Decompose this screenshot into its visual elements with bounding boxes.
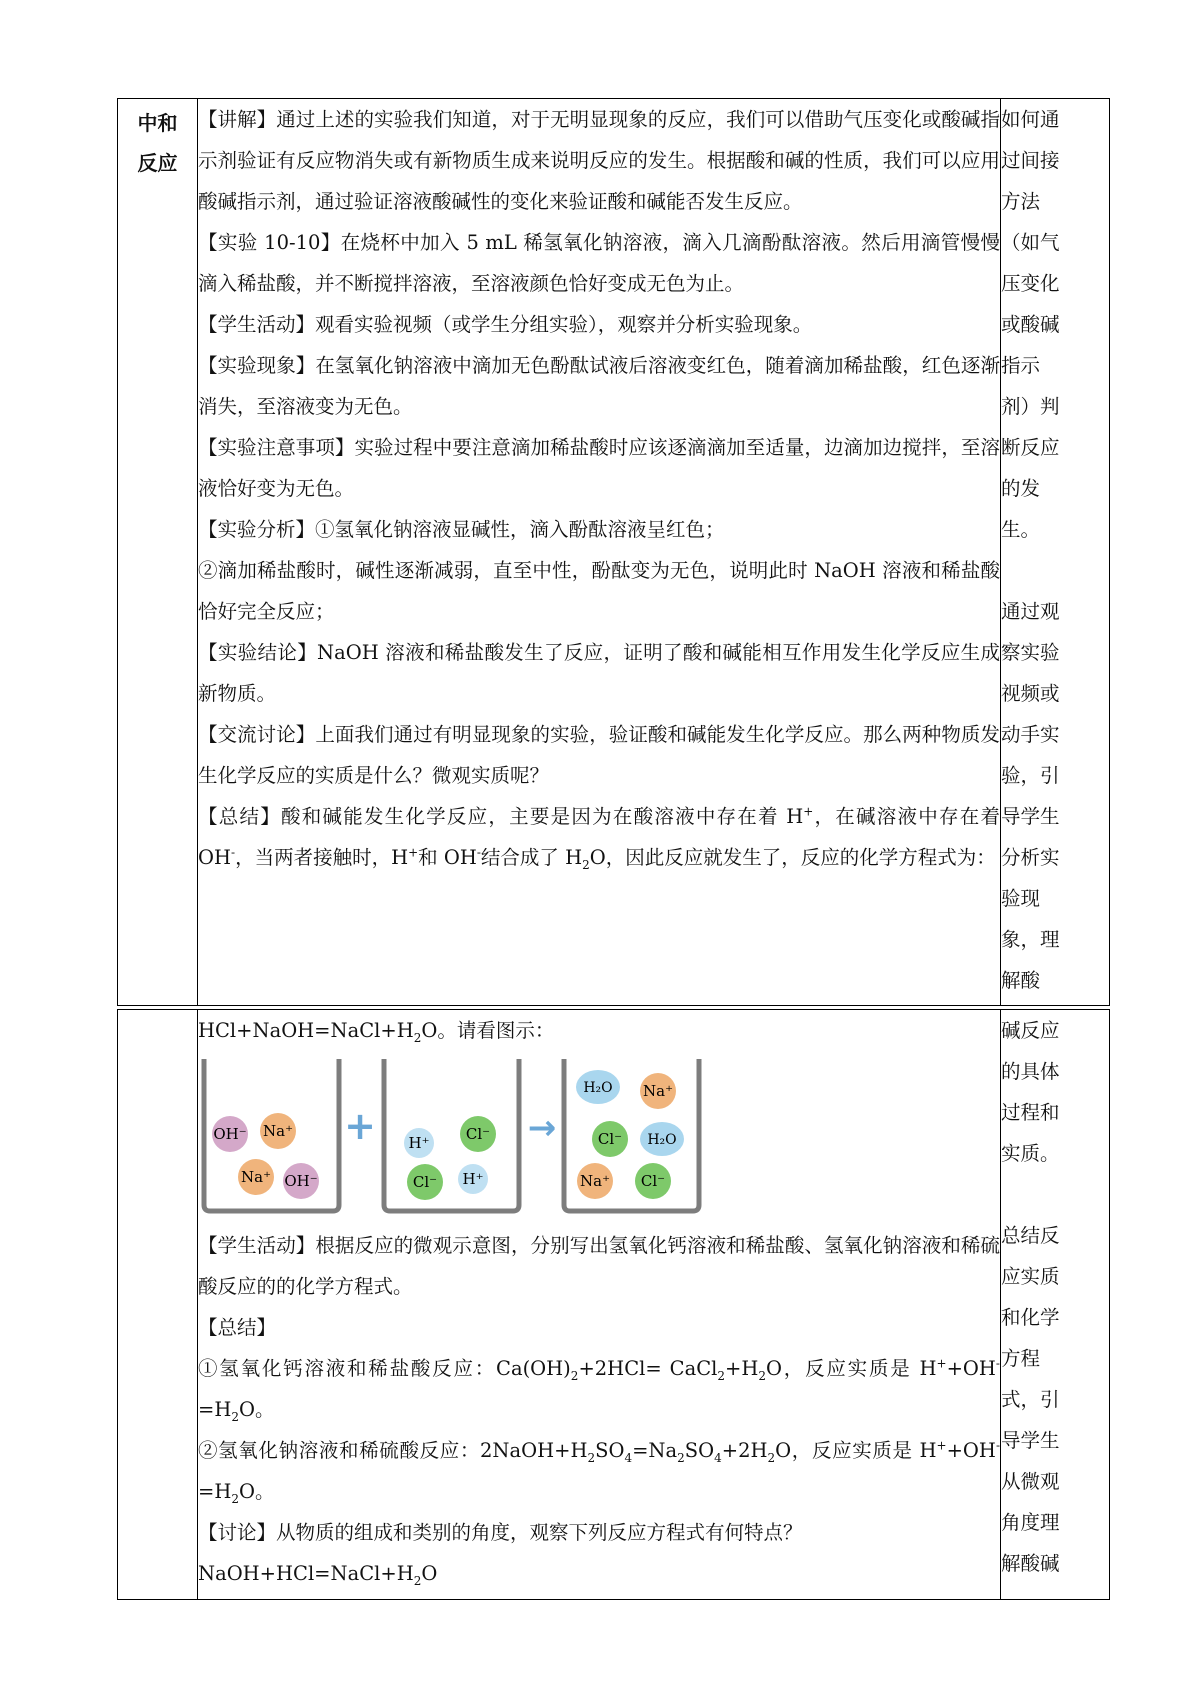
summary-item-2: ②氢氧化钠溶液和稀硫酸反应：$2NaOH+H_2SO_4=Na_2SO_4+2H_2O$，反应实质是 $H^++OH^-=H_2O$。 [198,1438,1000,1506]
conclusion-paragraph: 【实验结论】NaOH 溶液和稀盐酸发生了反应，证明了酸和碱能相互作用发生化学反应生成新物质。 [198,641,1000,705]
neutralization-diagram [198,1057,718,1217]
discussion-paragraph: 【交流讨论】上面我们通过有明显现象的实验，验证酸和碱能发生化学反应。那么两种物质发生化学反应的实质是什么？微观实质呢？ [198,723,1000,787]
equation-intro: $HCl+NaOH=NaCl+H_2O$。请看图示： [198,1019,555,1045]
notes-group-d: 总结反 应实质 和化学 方程 式，引 导学生 从微观 角度理 解酸碱 [1001,1224,1060,1575]
molecule-water [640,1122,684,1156]
svg-text:H⁺: H⁺ [462,1170,484,1188]
topic-line-1: 中和 [137,111,178,135]
svg-text:H₂O: H₂O [583,1080,613,1096]
ion-chloride [592,1121,628,1157]
molecule-water [576,1070,620,1104]
ion-hydroxide [212,1116,248,1152]
ion-hydroxide [283,1163,319,1199]
beaker-2 [384,1059,519,1211]
ion-chloride [635,1163,671,1199]
topic-line-2: 反应 [137,151,178,175]
ion-chloride [407,1164,443,1200]
svg-text:Cl⁻: Cl⁻ [465,1125,491,1143]
svg-text:Cl⁻: Cl⁻ [597,1130,623,1148]
phenomenon-paragraph: 【实验现象】在氢氧化钠溶液中滴加无色酚酞试液后溶液变红色，随着滴加稀盐酸，红色逐渐消失，至溶液变为无色。 [198,354,1000,418]
svg-text:Cl⁻: Cl⁻ [640,1172,666,1190]
svg-text:H⁺: H⁺ [408,1134,430,1152]
activity-paragraph: 【学生活动】根据反应的微观示意图，分别写出氢氧化钙溶液和稀盐酸、氢氧化钠溶液和稀硫酸反应的的化学方程式。 [198,1234,1000,1298]
summary-item-1: ①氢氧化钙溶液和稀盐酸反应：$Ca(OH)_2+2HCl=$ $CaCl_2+H_2O$，反应实质是 $H^++OH^-=H_2O$。 [198,1356,1000,1424]
student-activity-paragraph: 【学生活动】观看实验视频（或学生分组实验），观察并分析实验现象。 [198,313,813,336]
svg-text:Na⁺: Na⁺ [241,1168,271,1186]
svg-text:OH⁻: OH⁻ [284,1172,318,1190]
svg-text:Na⁺: Na⁺ [580,1172,610,1190]
analysis-paragraph-2: ②滴加稀盐酸时，碱性逐渐减弱，直至中性，酚酞变为无色，说明此时 NaOH 溶液和稀盐酸恰好完全反应； [198,559,1000,623]
notes-cell-2 [1001,1010,1110,1600]
ion-sodium [640,1073,676,1109]
topic-cell [118,99,198,1006]
ion-chloride [460,1116,496,1152]
content-cell-2 [198,1010,1001,1600]
arrow-symbol: → [527,1108,557,1148]
lesson-table-part1 [117,98,1110,1006]
ion-sodium [577,1163,613,1199]
svg-text:Cl⁻: Cl⁻ [412,1173,438,1191]
svg-text:Na⁺: Na⁺ [263,1122,293,1140]
ion-hydrogen [458,1164,488,1194]
last-equation: $NaOH+HCl=NaCl+H_2O$ [198,1562,438,1588]
svg-text:H₂O: H₂O [647,1132,677,1148]
plus-symbol: + [344,1104,376,1148]
summary-title: 【总结】 [198,1316,277,1339]
experiment-paragraph: 【实验 10-10】在烧杯中加入 5 mL 稀氢氧化钠溶液，滴入几滴酚酞溶液。然后用滴管慢慢滴入稀盐酸，并不断搅拌溶液，至溶液颜色恰好变成无色为止。 [198,231,1000,295]
precautions-paragraph: 【实验注意事项】实验过程中要注意滴加稀盐酸时应该逐滴滴加至适量，边滴加边搅拌，至溶液恰好变为无色。 [198,436,1000,500]
svg-text:Na⁺: Na⁺ [643,1082,673,1100]
notes-group-a: 如何通 过间接 方法 （如气 压变化 或酸碱 指示 剂）判 断反应 的发 生。 [1001,108,1060,541]
summary-paragraph: 【总结】酸和碱能发生化学反应，主要是因为在酸溶液中存在着 H+，在碱溶液中存在着 OH-，当两者接触时，H+和 OH-结合成了 $H_2O$，因此反应就发生了，反应的化学方程式为： [198,804,1000,872]
ion-sodium [260,1113,296,1149]
explanation-paragraph: 【讲解】通过上述的实验我们知道，对于无明显现象的反应，我们可以借助气压变化或酸碱指示剂验证有反应物消失或有新物质生成来说明反应的发生。根据酸和碱的性质，我们可以应用酸碱指示剂，通过验证溶液酸碱性的变化来验证酸和碱能否发生反应。 [198,108,1000,213]
analysis-paragraph-1: 【实验分析】①氢氧化钠溶液显碱性，滴入酚酞溶液呈红色； [198,518,725,541]
content-cell [198,99,1001,1006]
ion-sodium [238,1159,274,1195]
discussion-paragraph-2: 【讨论】从物质的组成和类别的角度，观察下列反应方程式有何特点？ [198,1521,803,1544]
svg-text:OH⁻: OH⁻ [213,1125,247,1143]
lesson-table-part2 [117,1009,1110,1600]
notes-group-c: 碱反应 的具体 过程和 实质。 [1001,1019,1060,1165]
notes-cell [1001,99,1110,1006]
topic-cell-empty [118,1010,198,1600]
notes-group-b: 通过观 察实验 视频或 动手实 验，引 导学生 分析实 验现 象，理 解酸 [1001,600,1060,992]
ion-hydrogen [404,1128,434,1158]
